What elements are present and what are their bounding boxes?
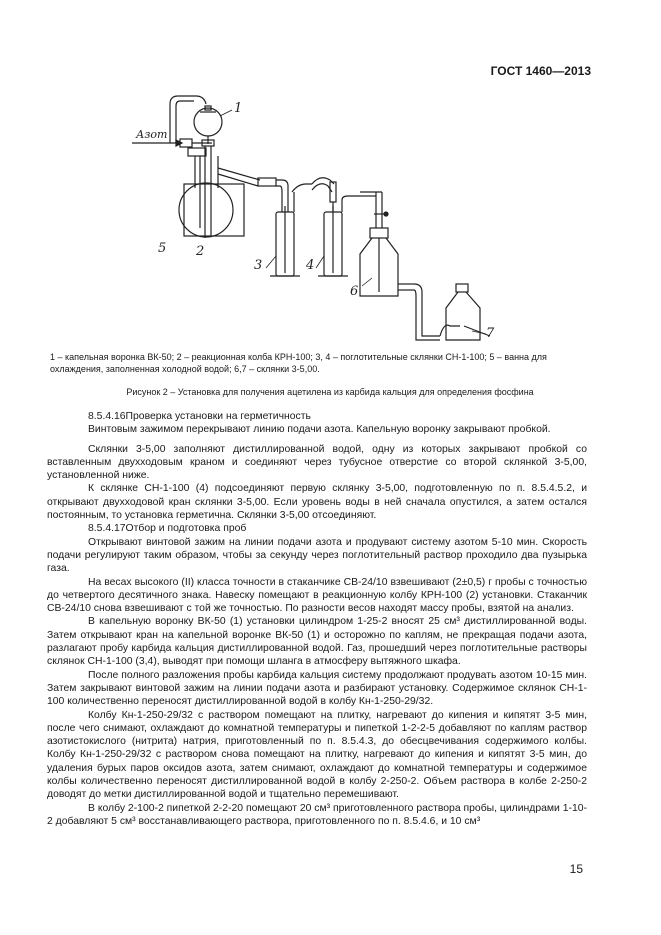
paragraph: Склянки 3-5,00 заполняют дистиллированной водой, одну из которых закрывают пробкой со вставленным двухходовым краном и соединяют через тубусное отверстие со второй склянкой 3-5,00, установленной ниже.: [47, 443, 587, 482]
connecting-tube-3: [360, 192, 388, 228]
label-6: 6: [350, 284, 359, 299]
paragraph: В колбу 2-100-2 пипеткой 2-2-20 помещают 20 см³ приготовленного раствора пробы, цилиндрами 1-10-2 добавляют 5 см³ восстанавливающего раствора, приготовленного по п. 8.5.4.6, и 10 см³: [47, 802, 587, 827]
label-7: 7: [486, 326, 495, 341]
document-header: ГОСТ 1460—2013: [490, 64, 591, 78]
bottle-7: [440, 284, 490, 340]
bottle-6: [360, 228, 440, 340]
page-number: 15: [569, 862, 583, 876]
section-heading: 8.5.4.17Отбор и подготовка проб: [88, 523, 247, 535]
paragraph: К склянке СН-1-100 (4) подсоединяют первую склянку 3-5,00, подготовленную по п. 8.5.4.5.2, и открывают двухходовой кран склянки 3-5,00. Если уровень воды в ней сначала опустился, а затем остался постоянным, то установка герметична. Склянки 3-5,00 отсоединяют.: [47, 483, 587, 522]
cooling-bath: [184, 184, 244, 236]
absorber-4: [318, 196, 360, 276]
paragraph: Открывают винтовой зажим на линии подачи азота и продувают систему азотом 5-10 мин. Скорость подачи регулируют таким образом, чтобы за секунду через поглотительный раствор проходило два пузырька газа.: [47, 536, 587, 575]
nitrogen-label: Азот: [136, 128, 168, 141]
label-5: 5: [158, 241, 167, 256]
reaction-flask: [179, 148, 233, 237]
figure-legend: 1 – капельная воронка ВК-50; 2 – реакционная колба КРН-100; 3, 4 – поглотительные склянки СН-1-100; 5 – ванна для охлаждения, заполненная холодной водой; 6,7 – склянки 3-5,00.: [50, 352, 547, 374]
connecting-tube-1: [218, 168, 288, 212]
label-2: 2: [196, 244, 205, 259]
dropping-funnel: [170, 96, 222, 238]
nitrogen-inlet: [132, 128, 212, 147]
apparatus-figure: [120, 88, 560, 346]
paragraph: На весах высокого (II) класса точности в стаканчике СВ-24/10 взвешивают (2±0,5) г пробы с точностью до четвертого десятичного знака. Навеску помещают в реакционную колбу КРН-100 (2) установки. Стаканчик СВ-24/10 снова взвешивают с той же точностью. По разности весов находят массу пробы, взятой на анализ.: [47, 576, 587, 615]
label-3: 3: [254, 258, 263, 273]
paragraph: Винтовым зажимом перекрывают линию подачи азота. Капельную воронку закрывают пробкой.: [88, 424, 551, 436]
figure-title: Рисунок 2 – Установка для получения ацетилена из карбида кальция для определения фосфина: [126, 387, 534, 397]
body-text: [47, 410, 587, 828]
label-4: 4: [306, 258, 315, 273]
label-1: 1: [234, 101, 243, 116]
paragraph: Колбу Кн-1-250-29/32 с раствором помещают на плитку, нагревают до кипения и кипятят 3-5 мин, после чего снимают, охлаждают до комнатной температуры и пипеткой 1-2-2-5 добавляют по каплям раствор азотистокислого (нитрита) натрия, приготовленный по п. 8.5.4.3, до обесцвечивания содержимого колбы. Колбу Кн-1-250-29/32 с раствором снова помещают на плитку, нагревают до кипения и кипятят 3-5 мин, до удаления бурых паров оксидов азота, затем снимают, охлаждают до комнатной температуры и содержимое колбы количественно переносят дистиллированной водой в колбу 2-250-2. Объем раствора в колбе 2-250-2 доводят до метки дистиллированной водой и тщательно перемешивают.: [47, 709, 587, 801]
paragraph: В капельную воронку ВК-50 (1) установки цилиндром 1-25-2 вносят 25 см³ дистиллированной воды. Затем открывают кран на капельной воронке ВК-50 (1) и осторожно по каплям, не прекращая подачи азота, разлагают пробу карбида кальция дистиллированной водой. Газ, прошедший через поглотительные растворы склянок СН-1-100 (3,4), выводят при помощи шланга в атмосферу вытяжного шкафа.: [47, 616, 587, 668]
section-heading: 8.5.4.16Проверка установки на герметичность: [88, 411, 311, 422]
paragraph: После полного разложения пробы карбида кальция систему продолжают продувать азотом 10-15 мин. Затем закрывают винтовой зажим на линии подачи азота и разбирают установку. Содержимое склянок СН-1-100 количественно переносят дистиллированной водой в колбу Кн-1-250-29/32.: [47, 669, 587, 708]
